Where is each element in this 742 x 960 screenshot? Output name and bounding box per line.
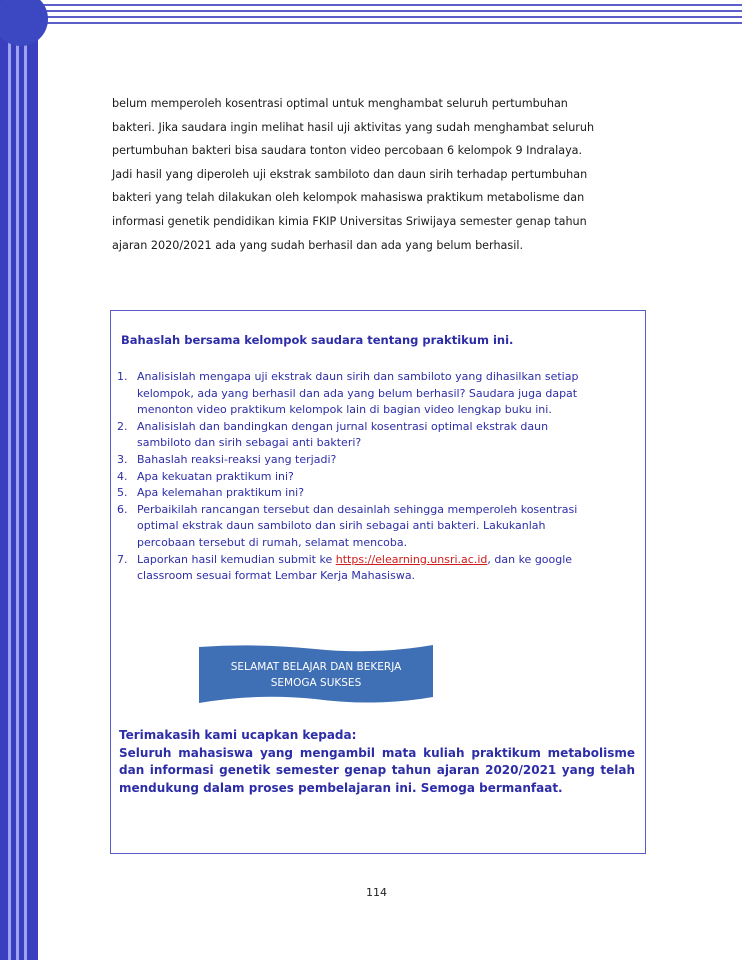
question-number: 3. (117, 452, 128, 466)
corner-circle-ornament (0, 0, 48, 46)
banner-line-2: SEMOGA SUKSES (270, 677, 362, 689)
question-item (117, 469, 597, 486)
elearning-link[interactable]: https://elearning.unsri.ac.id (335, 552, 488, 566)
question-item (117, 452, 597, 469)
question-text: Analisislah dan bandingkan dengan jurnal kosentrasi optimal ekstrak daun sambiloto dan sirih sebagai anti bakteri? (137, 419, 549, 450)
body-paragraph (112, 92, 656, 257)
question-text-after-link: , dan ke google classroom sesuai format Lembar Kerja Mahasiswa. (137, 552, 573, 583)
top-border-band (36, 0, 742, 30)
body-line: pertumbuhan bakteri bisa saudara tonton video percobaan 6 kelompok 9 Indralaya. (112, 144, 583, 158)
question-item (117, 502, 597, 552)
question-item (117, 369, 597, 419)
left-border-band (0, 0, 38, 960)
top-border-stripe (36, 16, 742, 18)
question-number: 2. (117, 419, 128, 433)
body-line: bakteri yang telah dilakukan oleh kelompok mahasiswa praktikum metabolisme dan (112, 191, 585, 205)
body-line: belum memperoleh kosentrasi optimal untuk menghambat seluruh pertumbuhan (112, 97, 568, 110)
question-number: 6. (117, 502, 128, 516)
question-item (117, 419, 597, 452)
left-border-stripe (16, 0, 19, 960)
body-line: Jadi hasil yang diperoleh uji ekstrak sambiloto dan daun sirih terhadap pertumbuhan (112, 167, 588, 181)
top-border-stripe (36, 4, 742, 6)
question-number: 1. (117, 370, 128, 383)
question-number: 7. (117, 552, 128, 566)
banner-text (197, 659, 435, 691)
thanks-heading: Terimakasih kami ucapkan kepada: (119, 728, 357, 742)
top-border-stripe (36, 22, 742, 24)
question-item (117, 552, 597, 585)
question-text: Perbaikilah rancangan tersebut dan desainlah sehingga memperoleh kosentrasi optimal ekstrak daun sambiloto dan sirih sebagai anti bakteri. Lakukanlah percobaan tersebut di rumah, selamat mencoba. (137, 502, 578, 549)
thanks-body: Seluruh mahasiswa yang mengambil mata kuliah praktikum metabolisme dan informasi genetik semester genap tahun ajaran 2020/2021 yang telah mendukung dalam proses pembelajaran ini. Semoga bermanfaat. (119, 745, 635, 795)
thanks-section (119, 727, 635, 797)
question-list (117, 369, 597, 585)
body-line: bakteri. Jika saudara ingin melihat hasil uji aktivitas yang sudah menghambat seluruh (112, 120, 595, 134)
banner-line-1: SELAMAT BELAJAR DAN BEKERJA (230, 661, 402, 673)
body-line: informasi genetik pendidikan kimia FKIP Universitas Sriwijaya semester genap tahun (112, 214, 587, 228)
question-item (117, 485, 597, 502)
question-text: Analisislah mengapa uji ekstrak daun sirih dan sambiloto yang dihasilkan setiap kelompok, ada yang berhasil dan ada yang belum berhasil? Saudara juga dapat menonton video praktikum kelompok lain di bagian video lengkap buku ini. (137, 370, 579, 417)
discussion-box (110, 310, 646, 854)
question-text-before-link: Laporkan hasil kemudian submit ke (137, 552, 336, 566)
question-text: Bahaslah reaksi-reaksi yang terjadi? (137, 452, 337, 466)
body-line: ajaran 2020/2021 ada yang sudah berhasil dan ada yang belum berhasil. (112, 238, 524, 252)
page-number: 114 (366, 886, 387, 899)
question-text: Apa kekuatan praktikum ini? (137, 469, 294, 483)
motivation-banner (197, 643, 435, 707)
question-text: Apa kelemahan praktikum ini? (137, 486, 305, 500)
question-number: 5. (117, 486, 128, 500)
discussion-heading: Bahaslah bersama kelompok saudara tentang praktikum ini. (121, 333, 514, 347)
question-number: 4. (117, 469, 128, 483)
left-border-stripe (8, 0, 11, 960)
top-border-stripe (36, 10, 742, 12)
left-border-stripe (24, 0, 27, 960)
